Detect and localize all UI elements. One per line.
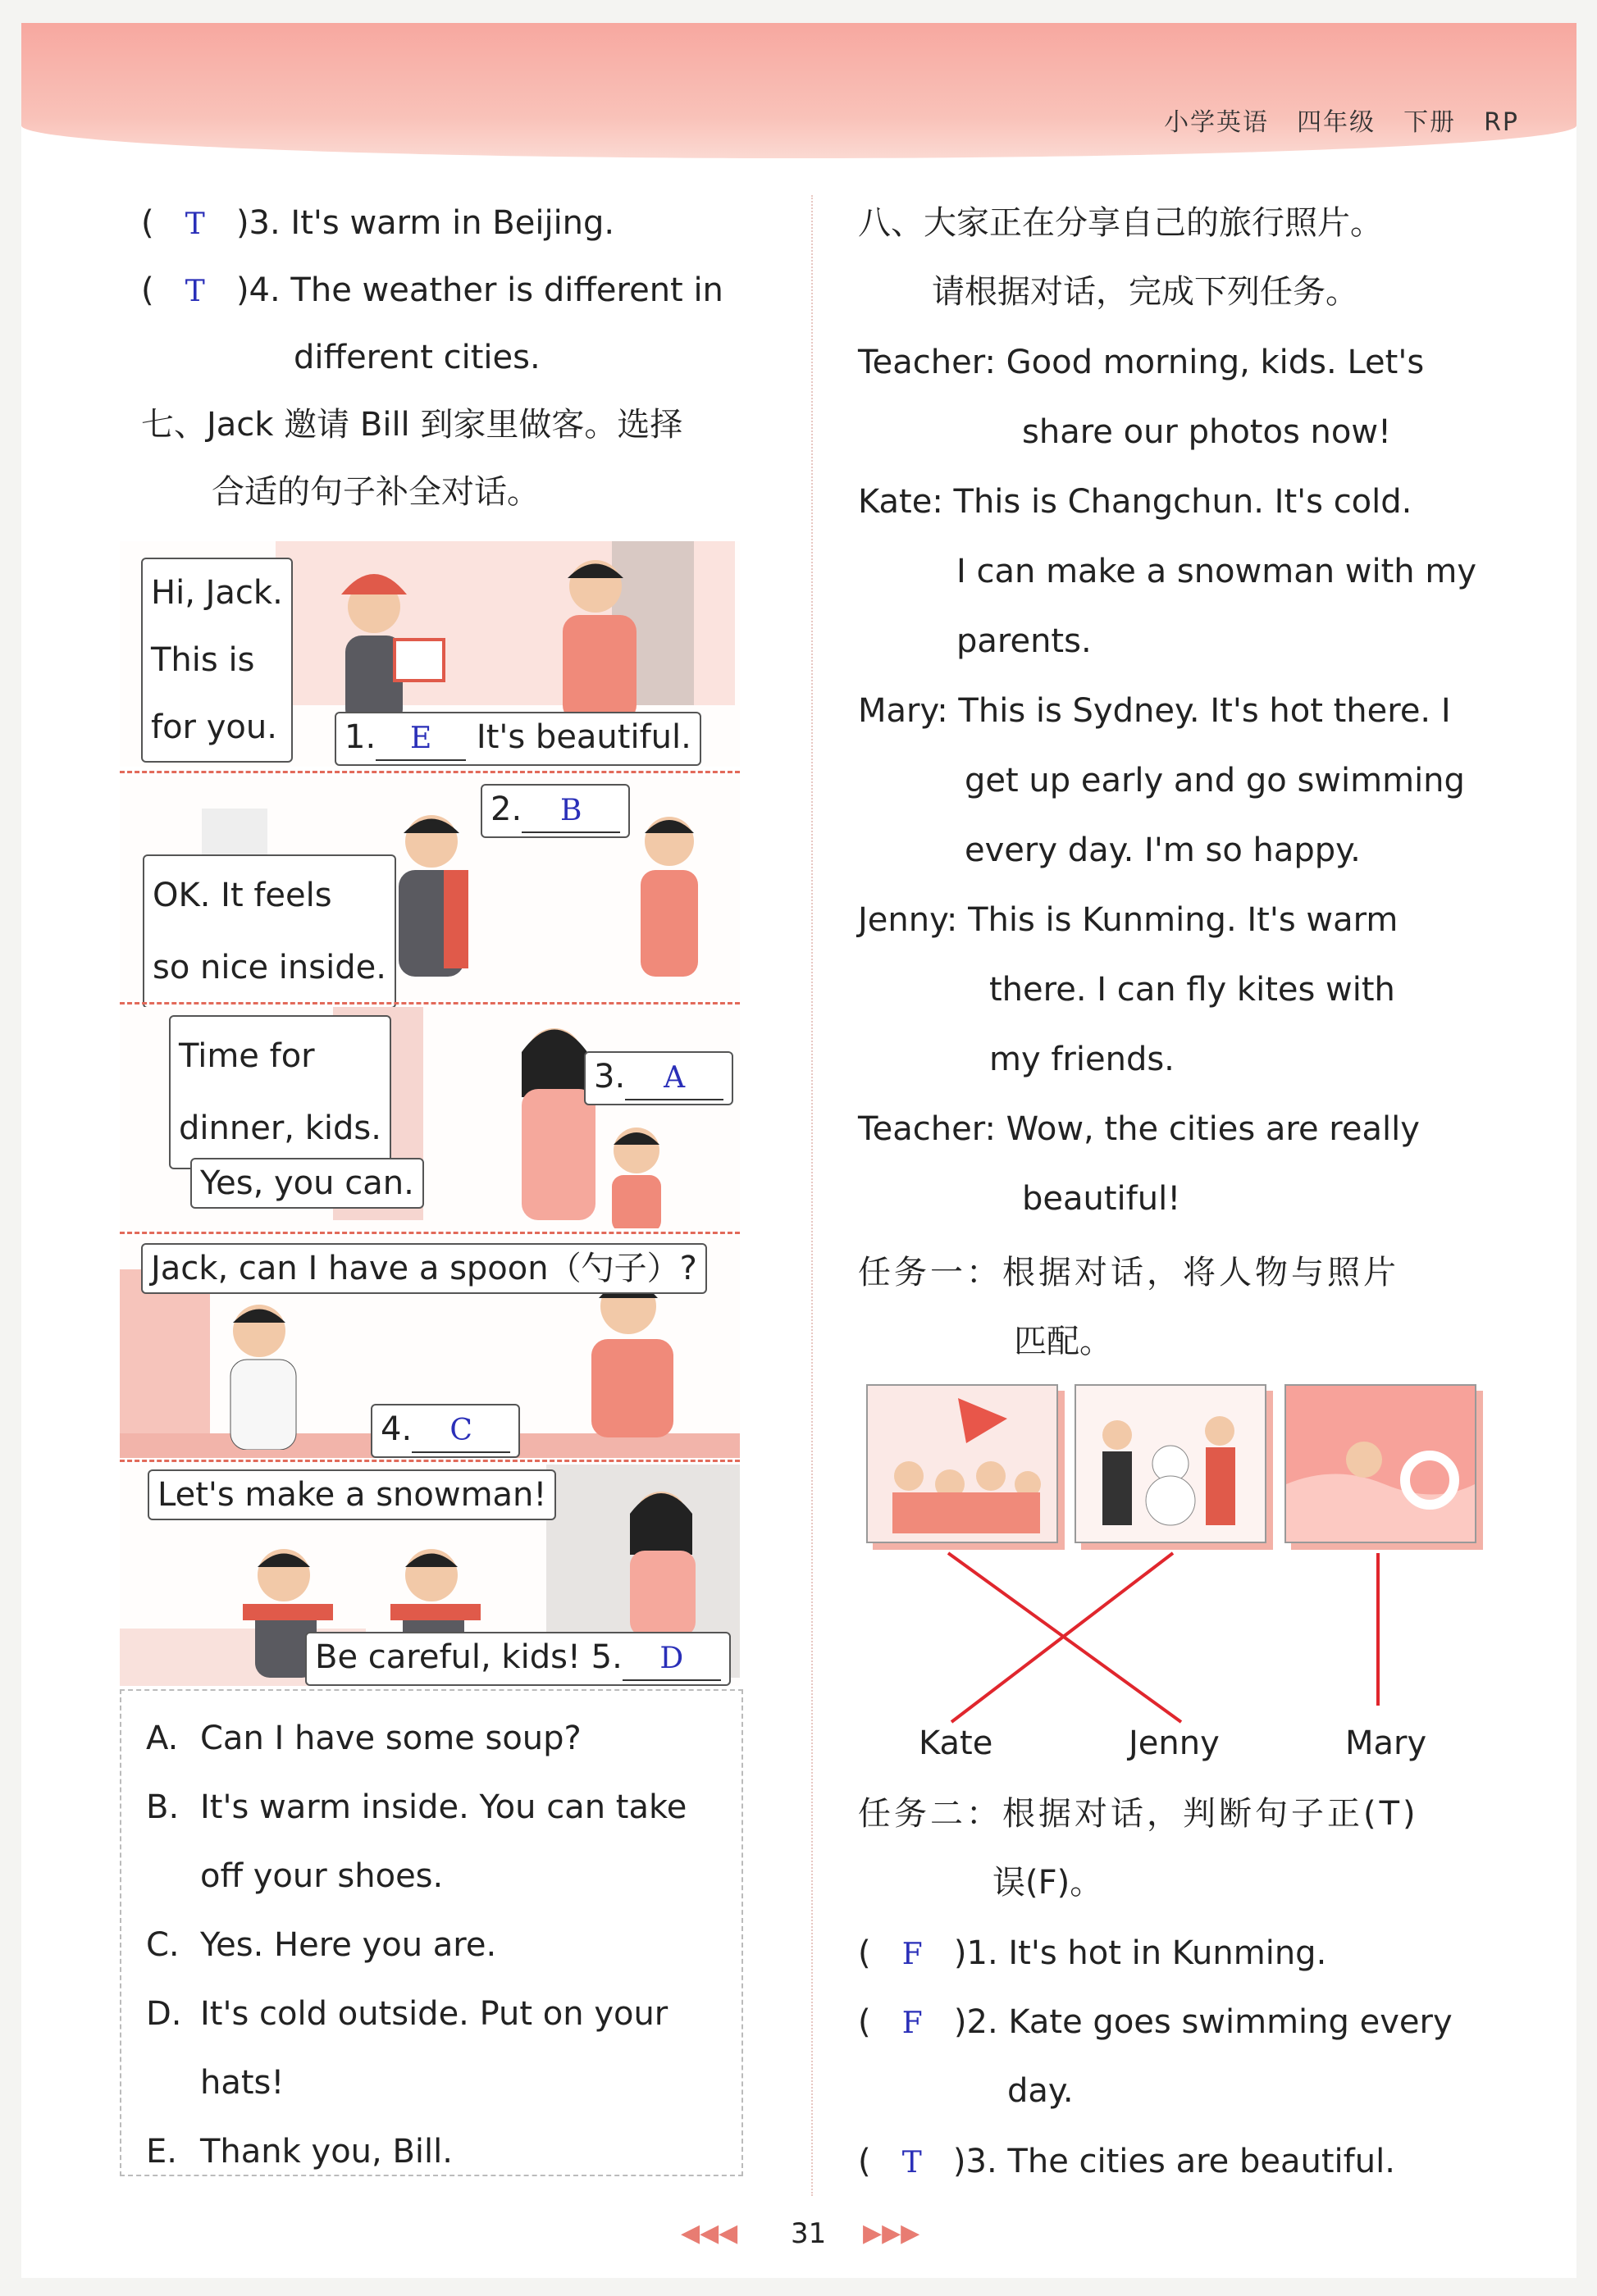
bubble-answer-1: 1. E It's beautiful. [335,712,701,766]
bubble-answer-4: 4. C [371,1404,520,1458]
dialog-line: I can make a snowman with my [956,553,1476,590]
separator [120,1002,740,1004]
bubble-spoon-request: Jack, can I have a spoon（勺子）? [141,1243,707,1294]
task-1-title-cont: 匹配。 [1014,1323,1112,1360]
page-number: 31 [791,2217,827,2250]
bubble-answer-3: 3. A [584,1051,733,1105]
section-7-title: 七、Jack 邀请 Bill 到家里做客。选择 [141,406,683,444]
photo-snowman [1075,1384,1266,1543]
option-line: off your shoes. [200,1857,444,1895]
judge-2-cont: day. [1007,2072,1074,2110]
header-band [21,23,1576,158]
column-divider [811,195,813,2196]
name-mary: Mary [1345,1724,1427,1762]
dialog-line: every day. I'm so happy. [965,831,1361,869]
dialog-line: share our photos now! [1022,413,1392,451]
name-kate: Kate [919,1724,993,1762]
option-line: C. Yes. Here you are. [146,1926,497,1964]
question-4-cont: different cities. [294,339,541,376]
matching-lines [861,1542,1485,1738]
bubble-snowman: Let's make a snowman! [148,1469,556,1520]
judge-2: ( F )2. Kate goes swimming every [858,2003,1453,2041]
dialog-line: Teacher: Wow, the cities are really [858,1110,1420,1148]
child-figure [579,1114,694,1228]
bubble-ok-it-feels: OK. It feels so nice inside. [143,854,396,1009]
judge-1: ( F )1. It's hot in Kunming. [858,1934,1327,1972]
photo-swimming [1284,1384,1476,1543]
question-3: ( T )3. It's warm in Beijing. [141,204,615,242]
dialog-line: Teacher: Good morning, kids. Let's [858,344,1425,381]
bubble-time-for-dinner: Time for dinner, kids. [169,1015,391,1169]
name-jenny: Jenny [1129,1724,1220,1762]
option-line: A. Can I have some soup? [146,1720,582,1757]
section-8-title: 八、大家正在分享自己的旅行照片。 [858,204,1383,242]
task-1-title: 任务一：根据对话，将人物与照片 [858,1254,1399,1292]
bubble-be-careful: Be careful, kids! 5. D [305,1632,731,1686]
section-7-subtitle: 合适的句子补全对话。 [212,473,540,511]
question-4: ( T )4. The weather is different in [141,271,723,309]
option-line: B. It's warm inside. You can take [146,1788,687,1826]
dialog-line: get up early and go swimming [965,762,1465,800]
separator [120,1460,740,1462]
dialog-line: Jenny: This is Kunming. It's warm [858,901,1399,939]
judge-3: ( T )3. The cities are beautiful. [858,2143,1395,2180]
mother-figure-5 [579,1473,727,1637]
dialog-line: Mary: This is Sydney. It's hot there. I [858,692,1451,730]
task-2-title-cont: 误(F)。 [992,1864,1103,1902]
option-line: E. Thank you, Bill. [146,2133,453,2171]
option-line: hats! [200,2064,285,2102]
bubble-hi-jack: Hi, Jack. This is for you. [141,558,293,763]
separator [120,1232,740,1234]
dialog-line: Kate: This is Changchun. It's cold. [858,483,1412,521]
bubble-answer-2: 2. B [481,784,630,838]
dialog-line: parents. [956,622,1092,660]
photo-kite [866,1384,1058,1543]
section-8-subtitle: 请根据对话，完成下列任务。 [932,273,1358,311]
dialog-line: beautiful! [1022,1180,1181,1218]
separator [120,771,740,773]
task-2-title: 任务二：根据对话，判断句子正(T) [858,1795,1419,1833]
option-line: D. It's cold outside. Put on your [146,1995,668,2033]
dialog-line: my friends. [989,1041,1175,1078]
next-page-arrows[interactable]: ▶▶▶ [863,2219,920,2248]
bubble-yes-you-can: Yes, you can. [190,1158,424,1209]
prev-page-arrows[interactable]: ◀◀◀ [681,2219,738,2248]
bill-figure-4 [202,1286,366,1450]
dialog-line: there. I can fly kites with [989,971,1395,1009]
header-title: 小学英语 四年级 下册 RP [1164,108,1519,137]
